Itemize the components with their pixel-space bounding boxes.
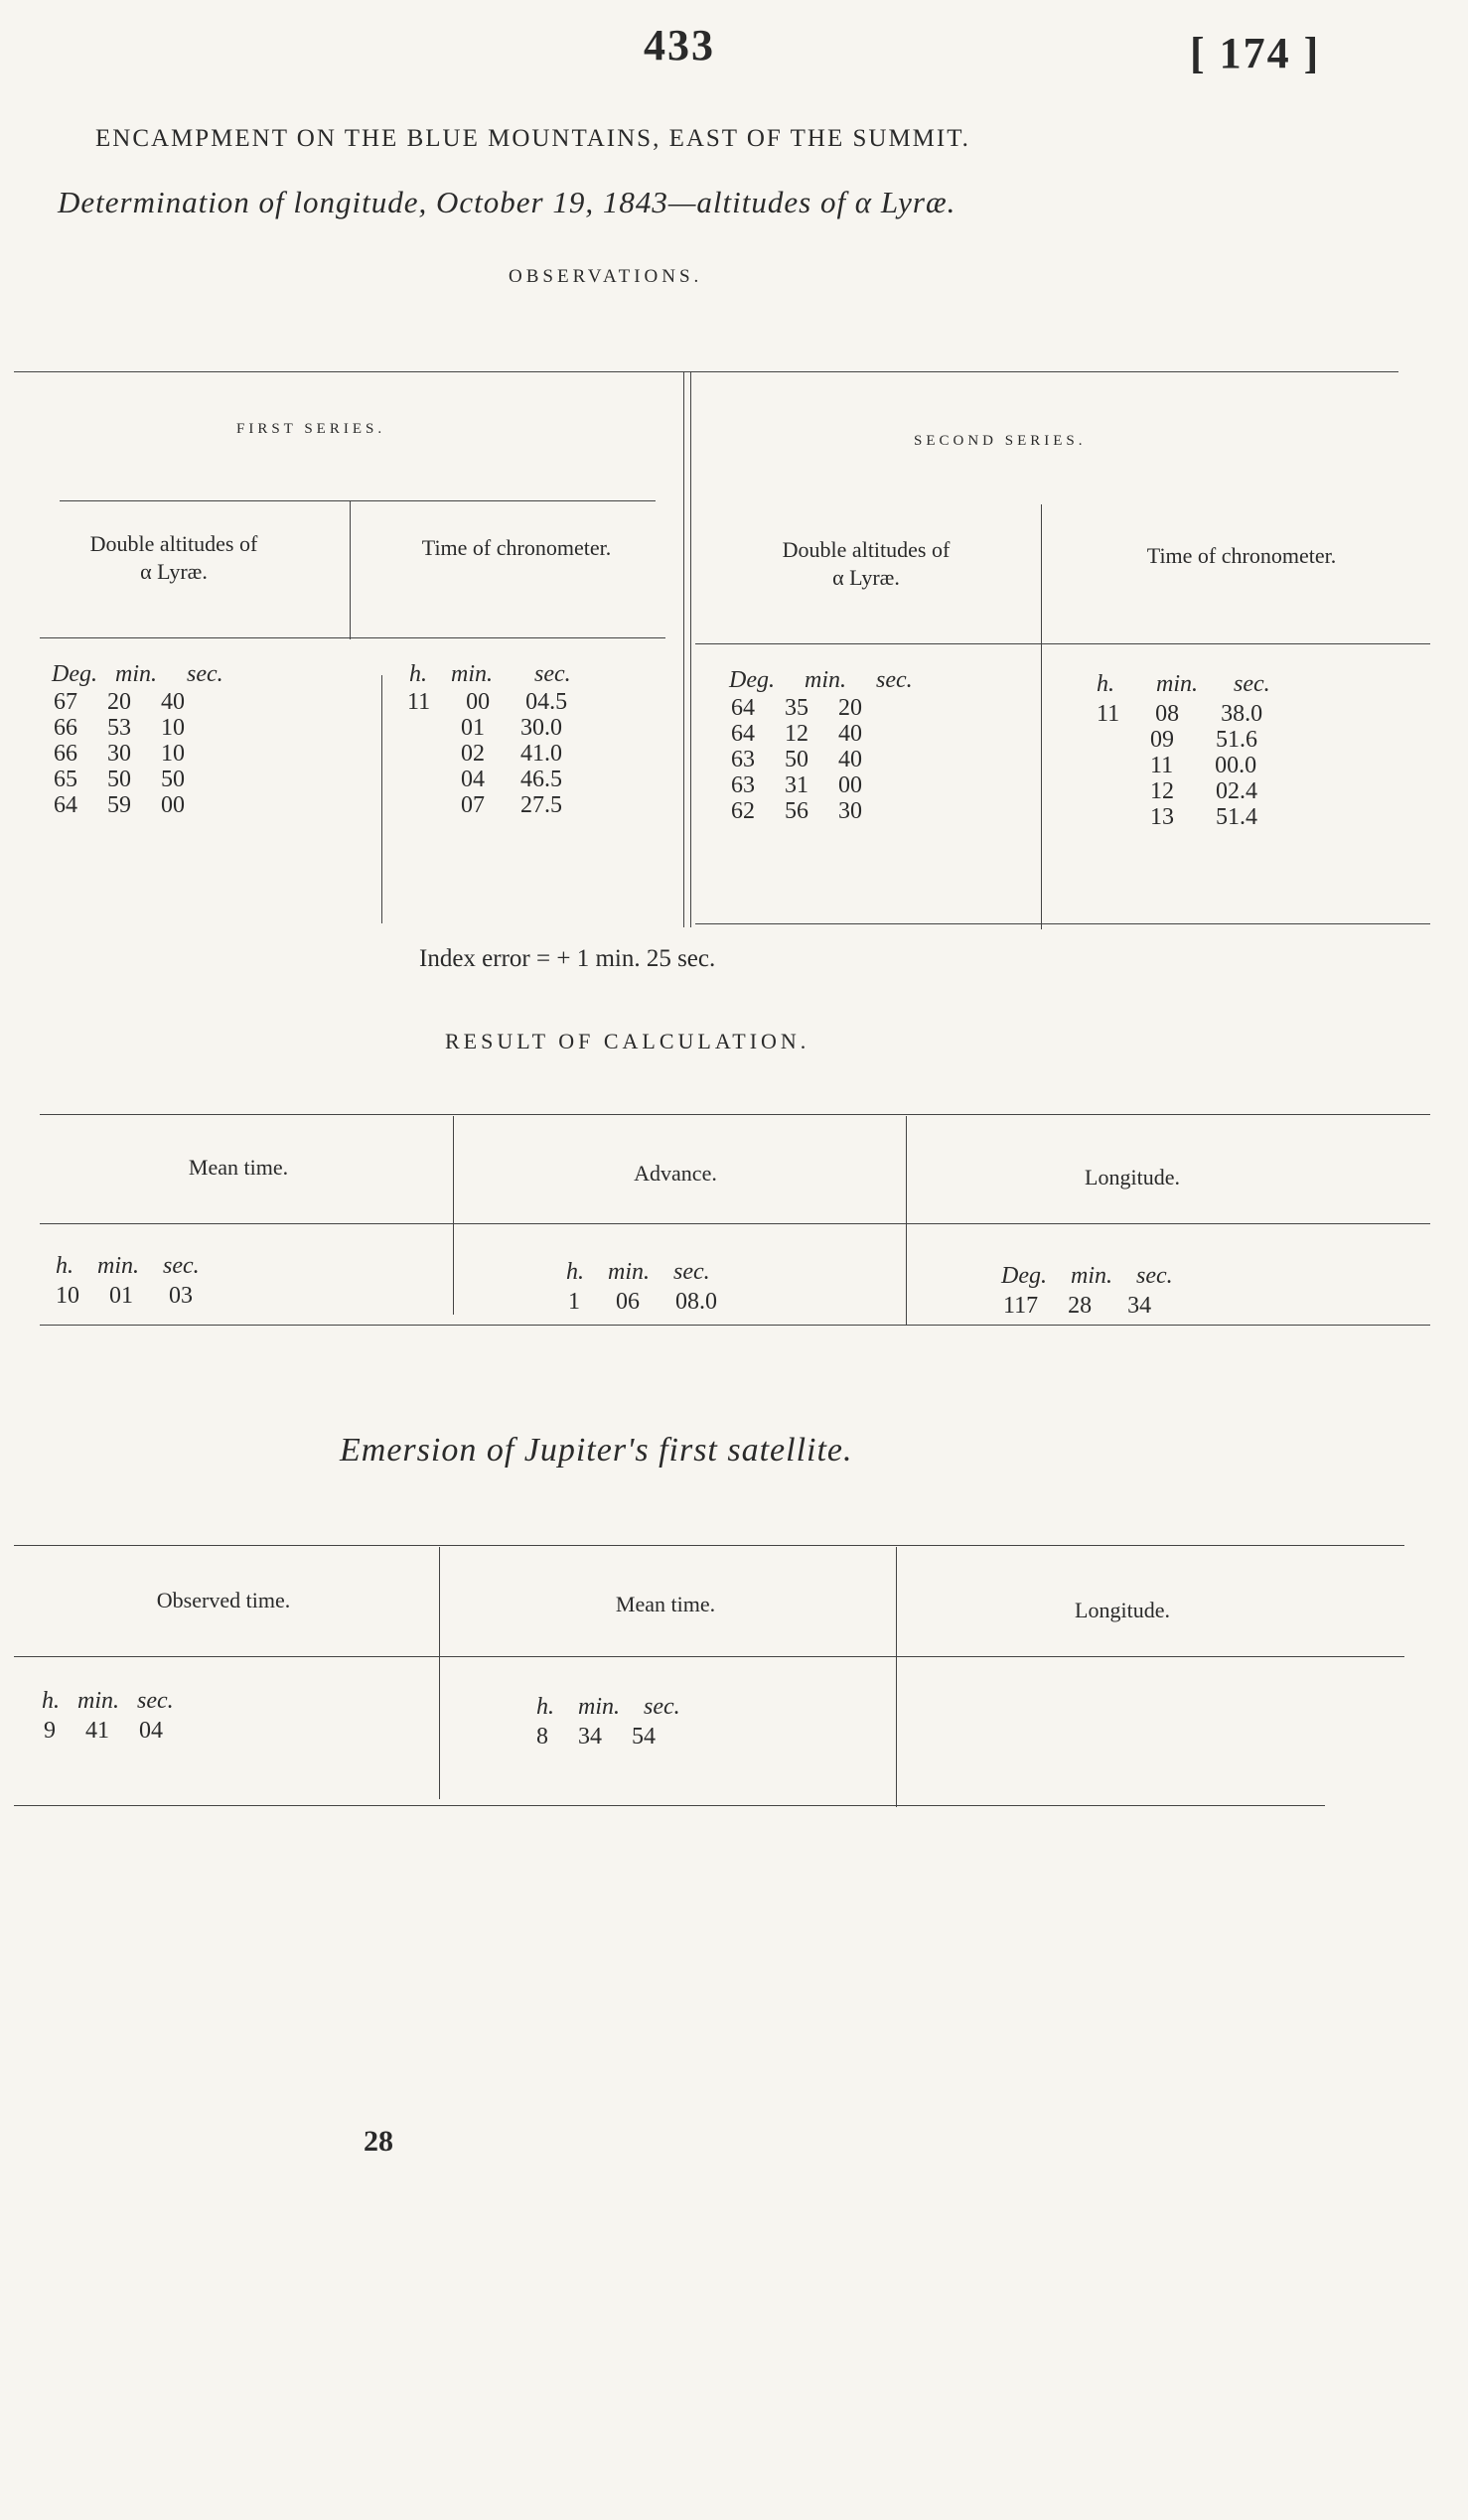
emersion-title: Emersion of Jupiter's first satellite. (340, 1432, 853, 1469)
second-altitude-header: Double altitudes of α Lyræ. (782, 537, 951, 590)
second-series-label: SECOND SERIES. (914, 433, 1087, 449)
bracket-number: [ 174 ] (1190, 29, 1321, 77)
result-mean-time-units: h. min. sec. (56, 1253, 200, 1279)
first-altitude-units: Deg. min. sec. (52, 661, 223, 687)
observations-title: OBSERVATIONS. (509, 266, 703, 287)
result-longitude-units: Deg. min. sec. (1001, 1263, 1173, 1289)
result-header-mean-time: Mean time. (188, 1155, 289, 1180)
first-time-units: h. min. sec. (409, 661, 571, 687)
second-time-units: h. min. sec. (1097, 671, 1270, 697)
emersion-header-longitude: Longitude. (1075, 1598, 1170, 1622)
result-mean-time-value: 10 01 03 (56, 1283, 193, 1309)
footer-number: 28 (364, 2125, 393, 2158)
page-subheading: Determination of longitude, October 19, 1843—altitudes of α Lyræ. (58, 185, 956, 219)
result-longitude-value: 117 28 34 (1003, 1293, 1152, 1319)
emersion-header-mean-time: Mean time. (615, 1592, 716, 1616)
first-time-values: 11 00 04.5 01 30.0 02 41.0 04 46.5 07 27.5 (407, 689, 568, 818)
first-series-label: FIRST SERIES. (236, 421, 386, 437)
emersion-mean-value: 8 34 54 (536, 1724, 656, 1750)
result-header-longitude: Longitude. (1085, 1165, 1180, 1190)
first-altitude-values: 67 20 40 66 53 10 66 30 10 65 50 50 64 59 00 (54, 689, 185, 818)
index-error: Index error = + 1 min. 25 sec. (419, 945, 716, 972)
result-advance-units: h. min. sec. (566, 1259, 710, 1285)
first-altitude-header: Double altitudes of α Lyræ. (89, 531, 258, 584)
second-time-header: Time of chronometer. (1146, 543, 1337, 568)
second-altitude-units: Deg. min. sec. (729, 667, 913, 693)
result-header-advance: Advance. (634, 1161, 717, 1186)
emersion-observed-value: 9 41 04 (44, 1718, 163, 1744)
result-advance-value: 1 06 08.0 (568, 1289, 717, 1315)
emersion-mean-units: h. min. sec. (536, 1694, 680, 1720)
emersion-header-observed-time: Observed time. (156, 1588, 291, 1612)
second-time-values: 11 08 38.0 09 51.6 11 00.0 12 02.4 13 51.4 (1097, 701, 1263, 830)
first-time-header: Time of chronometer. (421, 535, 612, 560)
emersion-observed-units: h. min. sec. (42, 1688, 174, 1714)
second-altitude-values: 64 35 20 64 12 40 63 50 40 63 31 00 62 56 30 (731, 695, 862, 824)
page-number: 433 (644, 21, 715, 70)
result-title: RESULT OF CALCULATION. (445, 1029, 810, 1053)
page-heading: ENCAMPMENT ON THE BLUE MOUNTAINS, EAST OF THE SUMMIT. (95, 125, 970, 152)
